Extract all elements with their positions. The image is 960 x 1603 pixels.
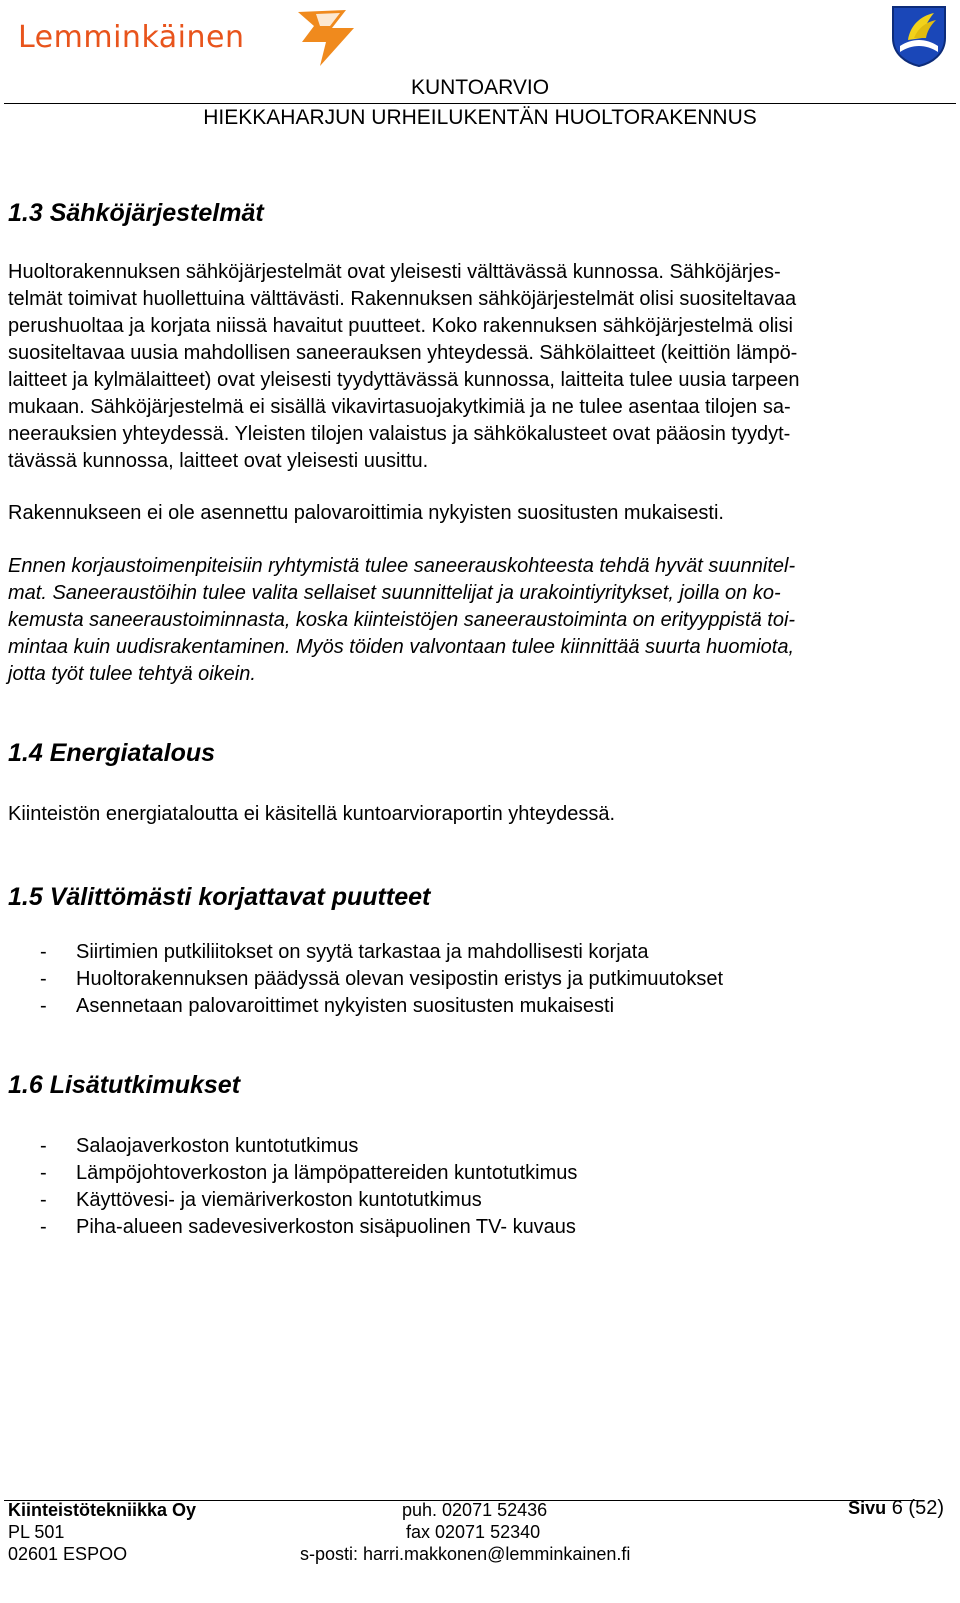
page-current: 6 — [891, 1497, 903, 1519]
list-item — [40, 993, 723, 1020]
text-line: perushuoltaa ja korjata niissä havaitut puutteet. Koko rakennuksen sähköjärjestelmä olisi — [8, 315, 793, 337]
section-1-6-list — [40, 1133, 577, 1241]
page-number — [848, 1497, 944, 1519]
document-subtitle: HIEKKAHARJUN URHEILUKENTÄN HUOLTORAKENNUS — [203, 106, 757, 129]
section-1-3-paragraph-3 — [8, 553, 953, 688]
list-bullet: - — [40, 1135, 47, 1157]
logo-mark-icon — [280, 8, 358, 68]
text-line: telmät toimivat huollettuina välttävästi. Rakennuksen sähköjärjestelmät olisi suositeltavaa — [8, 288, 797, 310]
footer-company: Kiinteistötekniikka Oy — [8, 1500, 197, 1520]
list-item-text: Salaojaverkoston kuntotutkimus — [76, 1135, 359, 1157]
list-item — [40, 1160, 577, 1187]
footer-po-box: PL 501 — [8, 1522, 65, 1542]
text-line: Rakennukseen ei ole asennettu palovaroittimia nykyisten suositusten mukaisesti. — [8, 502, 724, 524]
list-item — [40, 939, 723, 966]
text-line: Huoltorakennuksen sähköjärjestelmät ovat yleisesti välttävässä kunnossa. Sähköjärjes- — [8, 261, 781, 283]
footer-fax: fax 02071 52340 — [406, 1522, 541, 1542]
text-line: tävässä kunnossa, laitteet ovat yleisesti uusittu. — [8, 450, 429, 472]
list-item — [40, 966, 723, 993]
list-item — [40, 1133, 577, 1160]
text-line: neerauksien yhteydessä. Yleisten tilojen valaistus ja sähkökalusteet ovat pääosin tyydyt- — [8, 423, 791, 445]
list-bullet: - — [40, 1162, 47, 1184]
text-line: mukaan. Sähköjärjestelmä ei sisällä vikavirtasuojakytkimiä ja ne tulee asentaa tilojen sa- — [8, 396, 791, 418]
section-1-3-paragraph-1 — [8, 259, 953, 475]
footer-city: 02601 ESPOO — [8, 1544, 128, 1564]
section-heading-1-4: 1.4 Energiatalous — [8, 739, 216, 767]
text-line: mintaa kuin uudisrakentaminen. Myös töiden valvontaan tulee kiinnittää suurta huomiota, — [8, 636, 795, 658]
text-line: jotta työt tulee tehtyä oikein. — [8, 663, 256, 685]
footer-email: s-posti: harri.makkonen@lemminkainen.fi — [300, 1544, 631, 1564]
section-heading-1-3: 1.3 Sähköjärjestelmät — [8, 199, 264, 227]
text-line: mat. Saneeraustöihin tulee valita sellaiset suunnittelijat ja urakointiyritykset, joilla on ko- — [8, 582, 781, 604]
list-item-text: Huoltorakennuksen päädyssä olevan vesipostin eristys ja putkimuutokset — [76, 968, 724, 990]
section-1-3-paragraph-2 — [8, 500, 953, 527]
section-heading-1-6: 1.6 Lisätutkimukset — [8, 1071, 241, 1099]
section-heading-1-5: 1.5 Välittömästi korjattavat puutteet — [8, 883, 431, 911]
logo-wordmark: Lemminkäinen — [18, 20, 245, 55]
header-divider — [4, 103, 956, 104]
list-item-text: Käyttövesi- ja viemäriverkoston kuntotutkimus — [76, 1189, 482, 1211]
list-bullet: - — [40, 995, 47, 1017]
list-item — [40, 1187, 577, 1214]
text-line: laitteet ja kylmälaitteet) ovat yleisesti tyydyttävässä kunnossa, laitteita tulee uusia tarpeen — [8, 369, 800, 391]
list-item-text: Lämpöjohtoverkoston ja lämpöpattereiden kuntotutkimus — [76, 1162, 578, 1184]
text-line: suositeltavaa uusia mahdollisen saneerauksen yhteydessä. Sähkölaitteet (keittiön lämpö- — [8, 342, 798, 364]
list-bullet: - — [40, 1189, 47, 1211]
page-total: (52) — [908, 1497, 944, 1519]
text-line: Ennen korjaustoimenpiteisiin ryhtymistä tulee saneerauskohteesta tehdä hyvät suunnitel- — [8, 555, 796, 577]
company-logo — [8, 8, 358, 68]
document-title: KUNTOARVIO — [410, 76, 550, 99]
list-bullet: - — [40, 968, 47, 990]
page-label: Sivu — [848, 1498, 887, 1518]
list-item-text: Piha-alueen sadevesiverkoston sisäpuolinen TV- kuvaus — [76, 1216, 576, 1238]
section-1-5-list — [40, 939, 723, 1020]
text-line: Kiinteistön energiataloutta ei käsitellä kuntoarvioraportin yhteydessä. — [8, 803, 616, 825]
section-1-4-paragraph — [8, 801, 953, 828]
list-item-text: Asennetaan palovaroittimet nykyisten suositusten mukaisesti — [76, 995, 615, 1017]
municipal-crest-icon — [890, 4, 948, 68]
list-bullet: - — [40, 941, 47, 963]
footer-phone: puh. 02071 52436 — [402, 1500, 548, 1520]
list-bullet: - — [40, 1216, 47, 1238]
text-line: kemusta saneeraustoiminnasta, koska kiinteistöjen saneeraustoiminta on erityyppistä toi- — [8, 609, 796, 631]
list-item — [40, 1214, 577, 1241]
list-item-text: Siirtimien putkiliitokset on syytä tarkastaa ja mahdollisesti korjata — [76, 941, 649, 963]
